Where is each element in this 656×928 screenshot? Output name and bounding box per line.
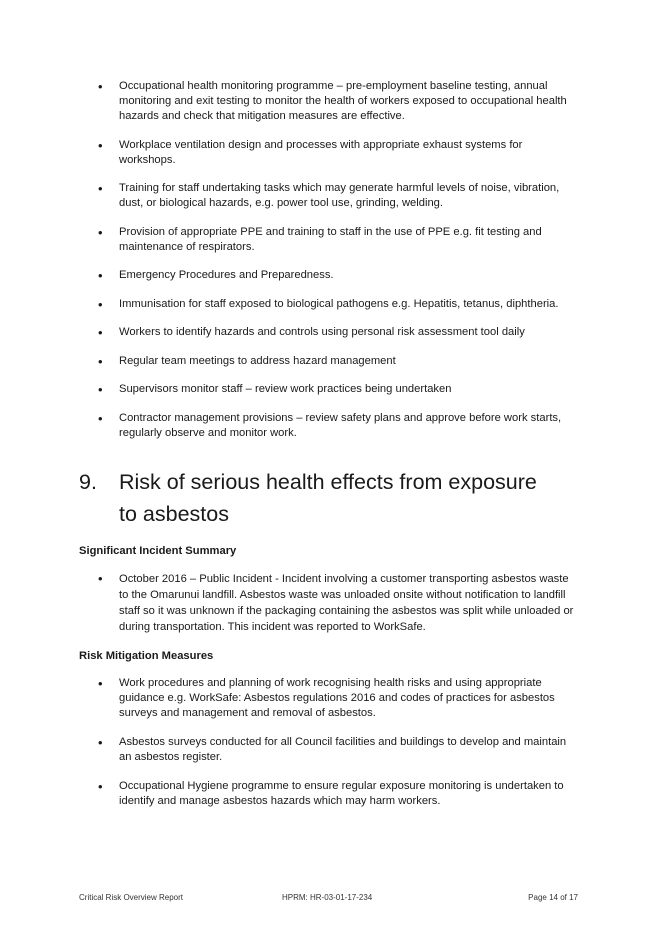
list-item: • Regular team meetings to address hazard management (79, 354, 579, 369)
list-item: • Training for staff undertaking tasks which may generate harmful levels of noise, vibration, dust, or biological hazards, e.g. power tool use, grinding, welding. (79, 181, 579, 211)
list-item: • Supervisors monitor staff – review work practices being undertaken (79, 382, 579, 397)
section-title: Risk of serious health effects from exposure to asbestos (119, 469, 537, 526)
list-item: • Immunisation for staff exposed to biological pathogens e.g. Hepatitis, tetanus, diphtheria. (79, 297, 579, 312)
list-item: • Workplace ventilation design and processes with appropriate exhaust systems for workshops. (79, 138, 579, 168)
list-item: • Work procedures and planning of work recognising health risks and using appropriate guidance e.g. WorkSafe: Asbestos regulations 2016 and codes of practices for asbestos surveys and management and removal of asbestos. (79, 676, 579, 721)
footer-reference: HPRM: HR-03-01-17-234 (282, 893, 373, 902)
list-item: • Workers to identify hazards and controls using personal risk assessment tool daily (79, 325, 579, 340)
list-item: • Contractor management provisions – review safety plans and approve before work starts, regularly observe and monitor work. (79, 411, 579, 441)
mitigation-heading: Risk Mitigation Measures (79, 649, 214, 662)
list-item: • Provision of appropriate PPE and training to staff in the use of PPE e.g. fit testing and maintenance of respirators. (79, 225, 579, 255)
footer-page-number: Page 14 of 17 (528, 893, 578, 902)
hazard-controls-list (79, 79, 579, 441)
mitigation-list (79, 676, 579, 809)
list-item: • Asbestos surveys conducted for all Council facilities and buildings to develop and maintain an asbestos register. (79, 735, 579, 765)
incident-list (79, 571, 579, 635)
incident-summary-heading: Significant Incident Summary (79, 544, 237, 557)
list-item: • Occupational Hygiene programme to ensure regular exposure monitoring is undertaken to identify and manage asbestos hazards which may harm workers. (79, 779, 579, 809)
footer-report-title: Critical Risk Overview Report (79, 893, 184, 902)
section-number: 9. (79, 469, 97, 494)
list-item: • Occupational health monitoring programme – pre-employment baseline testing, annual monitoring and exit testing to monitor the health of workers exposed to occupational health hazards and check that mitigation measures are effective. (79, 79, 579, 124)
list-item: • October 2016 – Public Incident - Incident involving a customer transporting asbestos waste to the Omarunui landfill. Asbestos waste was unloaded onsite without notification to landfill staff so it was unknown if the packaging containing the asbestos was split while unloaded or during transportation. This incident was reported to WorkSafe. (79, 571, 579, 635)
list-item: • Emergency Procedures and Preparedness. (79, 268, 579, 283)
section-heading (79, 466, 579, 530)
document-body (79, 79, 579, 823)
